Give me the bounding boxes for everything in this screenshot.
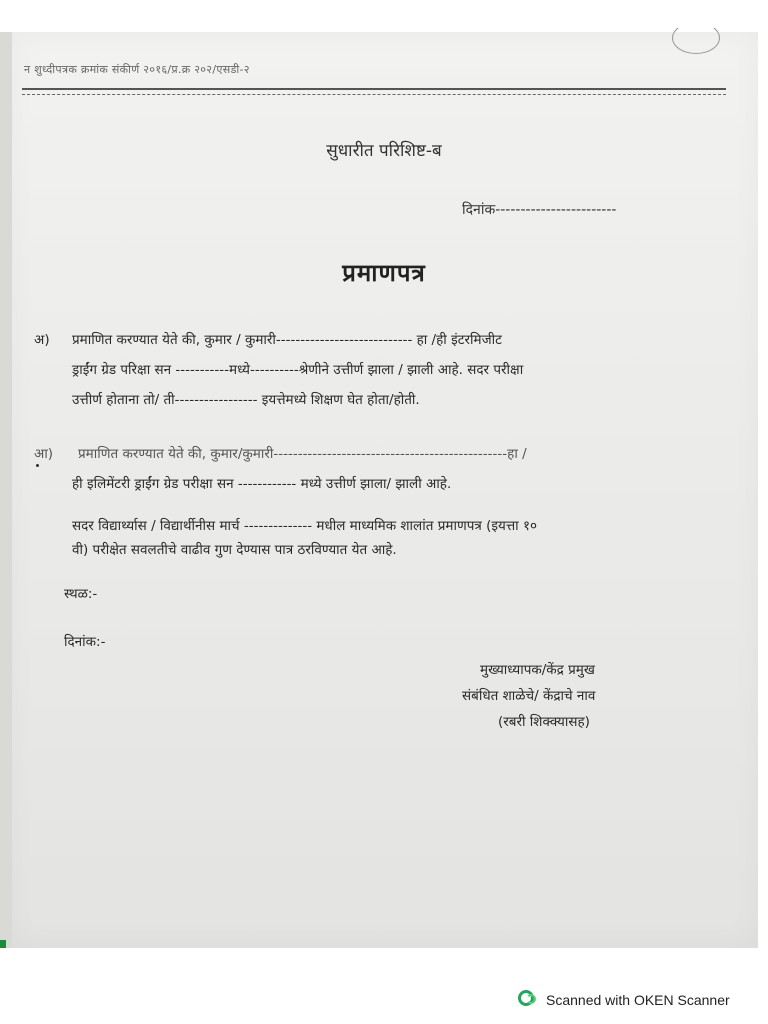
section-a-label: अ): [34, 332, 50, 348]
signature-stamp-note: (रबरी शिक्क्यासह): [498, 714, 590, 730]
section-a-line-1: प्रमाणित करण्यात येते की, कुमार / कुमारी---------------------------- हा /ही इंटरमिजीट: [72, 332, 502, 348]
scanner-watermark: [518, 990, 730, 1010]
binder-ring-mark: [672, 22, 720, 54]
top-margin: [0, 0, 768, 32]
section-a-line-3: उत्तीर्ण होताना तो/ ती----------------- इयत्तेमध्ये शिक्षण घेत होता/होती.: [72, 392, 420, 408]
section-c-line-2: वी) परीक्षेत सवलतीचे वाढीव गुण देण्यास पात्र ठरविण्यात येत आहे.: [72, 542, 397, 558]
signature-title: मुख्याध्यापक/केंद्र प्रमुख: [480, 662, 595, 678]
section-b-line-1: प्रमाणित करण्यात येते की, कुमार/कुमारी------------------------------------------------हा /: [78, 446, 527, 462]
date-label: दिनांक:-: [64, 634, 106, 650]
green-edge-mark: [0, 940, 6, 948]
ink-dot: [36, 464, 39, 467]
bottom-margin: [0, 948, 768, 1024]
header-reference: न शुध्दीपत्रक क्रमांक संकीर्ण २०१६/प्र.क्र २०२/एसडी-२: [24, 63, 250, 76]
section-b-line-2: ही इलिमेंटरी ड्राईंग ग्रेड परीक्षा सन ------------ मध्ये उत्तीर्ण झाला/ झाली आहे.: [72, 476, 452, 492]
signature-school-name: संबंधित शाळेचे/ केंद्राचे नाव: [462, 688, 596, 704]
section-a-line-2: ड्राईंग ग्रेड परिक्षा सन -----------मध्ये----------श्रेणीने उत्तीर्ण झाला / झाली आहे. सदर परीक्षा: [72, 362, 524, 378]
scanner-watermark-text: Scanned with OKEN Scanner: [546, 992, 730, 1008]
date-field: दिनांक------------------------: [462, 202, 617, 218]
annex-title: सुधारीत परिशिष्ट-ब: [326, 141, 442, 161]
header-rule-dashed: [22, 94, 726, 95]
section-b-label: आ): [34, 446, 54, 462]
place-label: स्थळ:-: [64, 586, 98, 602]
section-c-line-1: सदर विद्यार्थ्यास / विद्यार्थीनीस मार्च -------------- मधील माध्यमिक शालांत प्रमाणपत्र (इयत्ता १०: [72, 518, 537, 534]
oken-scanner-logo-icon: [518, 990, 538, 1010]
header-rule: [22, 88, 726, 90]
page-edge-shadow: [0, 32, 12, 948]
certificate-title: प्रमाणपत्र: [342, 259, 426, 287]
